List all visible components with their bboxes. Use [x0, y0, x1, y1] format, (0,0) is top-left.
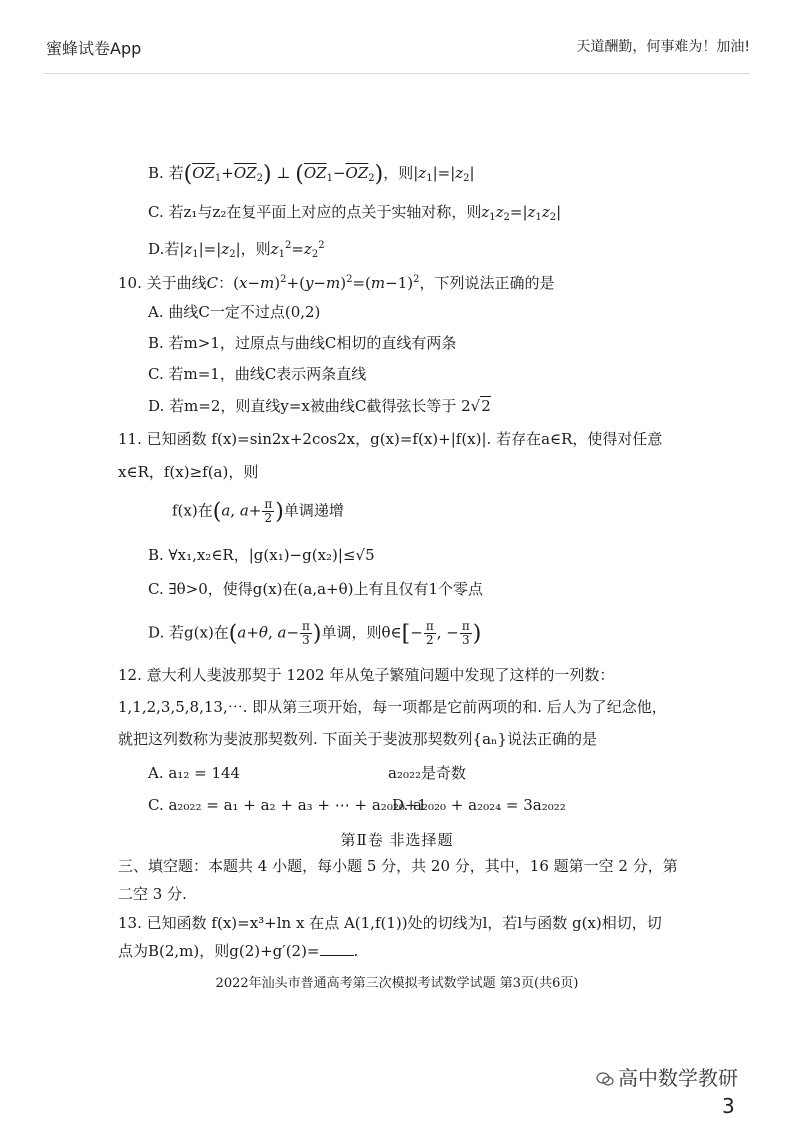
q11-option-c: C. ∃θ>0，使得g(x)在(a,a+θ)上有且仅有1个零点: [148, 580, 484, 598]
app-name: 蜜蜂试卷App: [46, 39, 142, 58]
q11-option-a: f(x)在(a, a+ $\frac{\pi}{2}$ )单调递增: [172, 497, 344, 525]
section3-line1: 三、填空题：本题共 4 小题，每小题 5 分，共 20 分，其中，16 题第一空 2 分，第: [118, 857, 678, 875]
q9-option-b-pre: 若: [168, 164, 184, 182]
q9-option-c: C. 若z₁与z₂在复平面上对应的点关于实轴对称，则$z_1z_2=|z_1z_2|$: [148, 203, 562, 223]
watermark: [596, 1062, 738, 1092]
section3-line2: 二空 3 分.: [118, 885, 187, 903]
q11-option-b: B. ∀x₁,x₂∈R，|g(x₁)−g(x₂)|≤√5: [148, 546, 375, 564]
q9-option-d-label: D.: [148, 240, 165, 258]
header-divider: [44, 73, 750, 74]
q11-option-d-pre: D. 若g(x)在: [148, 623, 229, 642]
part2-title: 第Ⅱ卷 非选择题: [340, 831, 454, 849]
q12-option-d: D. a₂₀₂₀ + a₂₀₂₄ = 3a₂₀₂₂: [392, 796, 566, 814]
q9-option-d-pre: 若: [164, 240, 180, 258]
q10-stem: 10. 关于曲线C：$(x-m)^2+(y-m)^2=(m-1)^2$，下列说法正确的是: [118, 274, 555, 292]
q12-option-b: a₂₀₂₂是奇数: [388, 764, 466, 782]
q10-option-d-text: D. 若m=2，则直线y=x被曲线C截得弦长等于: [148, 397, 457, 415]
q12-option-c: C. a₂₀₂₂ = a₁ + a₂ + a₃ + ⋯ + a₂₀₂₀+1: [148, 796, 427, 814]
answer-blank[interactable]: [320, 943, 354, 956]
q11-stem-line2: x∈R，f(x)≥f(a)，则: [118, 463, 259, 481]
q9-option-d: D.若$|z_1|=|z_2|$，则$z_1^2=z_2^2$: [148, 240, 325, 260]
q11-option-d-mid: 单调，则θ∈: [321, 623, 402, 642]
q11-stem-text: 已知函数 f(x)=sin2x+2cos2x，g(x)=f(x)+|f(x)|. 若存在a∈R，使得对任意: [146, 430, 663, 448]
q11-option-a-pre: f(x)在: [172, 501, 213, 520]
q11-stem-line1: [118, 429, 662, 449]
q12-line3: 就把这列数称为斐波那契数列. 下面关于斐波那契数列{aₙ}说法正确的是: [118, 730, 598, 748]
q11-option-d: D. 若g(x)在(a+θ, a− $\frac{\pi}{3}$ )单调，则θ∈[− $\frac{\pi}{2}$ , − $\frac{\pi}{3}$ ): [148, 619, 482, 647]
q10-option-a: A. 曲线C一定不过点(0,2): [148, 303, 321, 321]
q9-option-b-label: B.: [148, 164, 164, 182]
q13-number: 13.: [118, 914, 142, 932]
q10-stem-post: ，下列说法正确的是: [419, 274, 555, 292]
q13-line1-text: 已知函数 f(x)=x³+ln x 在点 A(1,f(1))处的切线为l，若l与函数 g(x)相切，切: [146, 914, 662, 932]
q13-line2: 点为B(2,m)，则g(2)+g′(2)= .: [118, 942, 359, 960]
q10-option-d: D. 若m=2，则直线y=x被曲线C截得弦长等于 2√2: [148, 397, 491, 415]
q13-line1: [118, 913, 662, 933]
q9-option-c-label: C.: [148, 203, 164, 221]
app-header: [0, 0, 794, 74]
q10-stem-pre: 关于曲线: [146, 274, 207, 292]
watermark-text: 高中数学教研: [618, 1066, 738, 1090]
q9-option-d-post: ，则: [240, 240, 271, 258]
q10-option-b: B. 若m>1，过原点与曲线C相切的直线有两条: [148, 334, 457, 352]
page-footer: 2022年汕头市普通高考第三次模拟考试数学试题 第3页(共6页): [215, 976, 579, 991]
q10-option-c: C. 若m=1，曲线C表示两条直线: [148, 365, 367, 383]
q12-option-a: A. a₁₂ = 144: [148, 764, 241, 782]
page-number: 3: [722, 1094, 735, 1118]
q12-line1: [118, 665, 614, 685]
q11-option-a-post: 单调递增: [283, 501, 344, 520]
q9-option-b-post: ，则: [383, 164, 414, 182]
q12-line2: 1,1,2,3,5,8,13,⋯. 即从第三项开始，每一项都是它前两项的和. 后人为了纪念他，: [118, 698, 667, 716]
q11-number: 11.: [118, 430, 142, 448]
wechat-icon: [596, 1068, 618, 1092]
q13-line2-text: 点为B(2,m)，则g(2)+g′(2)=: [118, 942, 320, 960]
q12-line1-text: 意大利人斐波那契于 1202 年从兔子繁殖问题中发现了这样的一列数：: [146, 666, 615, 684]
q12-number: 12.: [118, 666, 142, 684]
q9-option-c-text: 若z₁与z₂在复平面上对应的点关于实轴对称，则: [168, 203, 482, 221]
q10-number: 10.: [118, 274, 142, 292]
header-motto: 天道酬勤，何事难为！加油!: [576, 39, 750, 55]
q9-option-b: B. 若$(\overline{OZ}_1+\overline{OZ}_2)$ ⊥ $(\overline{OZ}_1-\overline{OZ}_2)$，则$|z_1|=|z_2|$: [148, 162, 475, 187]
